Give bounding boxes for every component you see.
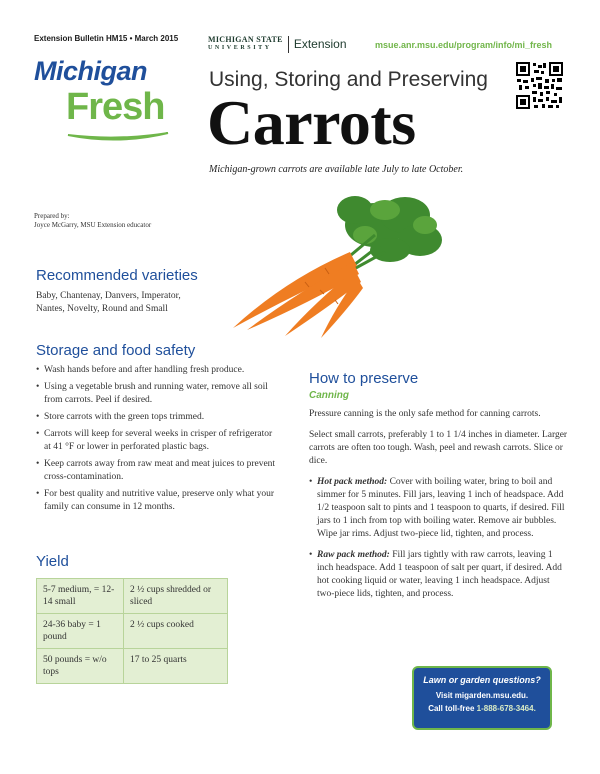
msu-name: MICHIGAN STATE [208,35,283,44]
help-call [414,704,550,713]
method-list [309,476,569,601]
prepared-by [34,212,151,230]
yield-amount: 50 pounds = w/o tops [37,649,124,684]
method-name: Raw pack method: [317,550,390,560]
method-text: Cover with boiling water, bring to boil and simmer for 5 minutes. Fill jars, leaving 1 inch of headspace. Add 1/2 teaspoon salt to pints and 1 teaspoon to quarts, if desired. Fill jars to 1 inch from top with boiling water. Remove air bubbles. Wipe jar rims. Adjust two-piece lid, tighten, and process. [317,477,565,539]
list-item: • For best quality and nutritive value, preserve only what your family can consume in 12 months. [36,488,276,514]
yield-heading: Yield [36,553,69,570]
canning-intro: Pressure canning is the only safe method for canning carrots. [309,409,541,419]
canning-subheading: Canning [309,390,349,401]
canning-prep: Select small carrots, preferably 1 to 1 1/4 inches in diameter. Larger carrots are often too tough. Wash, peel and rewash carrots. Slice or dice. [309,430,568,466]
qr-code-icon[interactable] [516,62,563,109]
prepared-label: Prepared by: [34,212,70,220]
extension-label: Extension [293,37,347,51]
table-row [37,649,228,684]
varieties-heading: Recommended varieties [36,267,198,284]
carrots-illustration-icon [225,190,455,340]
help-question: Lawn or garden questions? [423,675,541,685]
method-text: Fill jars tightly with raw carrots, leaving 1 inch headspace. Add 1 teaspoon of salt per quart, if desired. Add hot cooking liquid or water, leaving 1 inch headspace. Adjust two-piece lids, tighten, and process. [317,550,562,599]
page-subtitle: Using, Storing and Preserving [209,68,488,91]
logo-fresh: Fresh [66,86,165,128]
logo-swoosh-icon [66,131,170,145]
yield-amount: 24-36 baby = 1 pound [37,614,124,649]
logo-michigan: Michigan [34,56,148,86]
method-name: Hot pack method: [317,477,388,487]
yield-amount: 5-7 medium, = 12-14 small [37,579,124,614]
list-item: • Keep carrots away from raw meat and meat juices to prevent cross-contamination. [36,458,276,484]
list-item: • Store carrots with the green tops trimmed. [36,411,276,424]
table-row [37,579,228,614]
varieties-line-2: Nantes, Novelty, Round and Small [36,304,168,314]
garden-help-box[interactable] [412,666,552,730]
list-item: • Carrots will keep for several weeks in crisper of refrigerator at 41 °F or lower in perforated plastic bags. [36,428,276,454]
msu-university: UNIVERSITY [208,45,272,51]
list-item: • Using a vegetable brush and running water, remove all soil from carrots. Peel if desired. [36,381,276,407]
list-item [309,476,569,541]
varieties-line-1: Baby, Chantenay, Danvers, Imperator, [36,291,181,301]
list-item: • Wash hands before and after handling fresh produce. [36,364,276,377]
help-call-prefix: Call toll-free [428,704,477,713]
page-title: Carrots [207,87,416,158]
preserve-heading: How to preserve [309,370,419,387]
yield-result: 2 ½ cups cooked [124,614,228,649]
storage-list [36,364,276,518]
availability-note: Michigan-grown carrots are available late July to late October. [209,164,464,175]
varieties-text [36,290,236,316]
msu-extension-logo [208,34,356,54]
msu-divider [288,36,289,53]
help-phone[interactable]: 1-888-678-3464. [476,704,536,713]
help-visit[interactable]: Visit migarden.msu.edu. [435,691,529,700]
yield-result: 2 ½ cups shredded or sliced [124,579,228,614]
prepared-author: Joyce McGarry, MSU Extension educator [34,221,152,229]
yield-table [36,578,228,684]
table-row [37,614,228,649]
preserve-body [309,408,569,605]
storage-heading: Storage and food safety [36,342,196,359]
list-item [309,549,569,601]
program-url[interactable]: msue.anr.msu.edu/program/info/mi_fresh [375,40,553,50]
bulletin-label: Extension Bulletin HM15 • March 2015 [34,34,179,43]
yield-result: 17 to 25 quarts [124,649,228,684]
